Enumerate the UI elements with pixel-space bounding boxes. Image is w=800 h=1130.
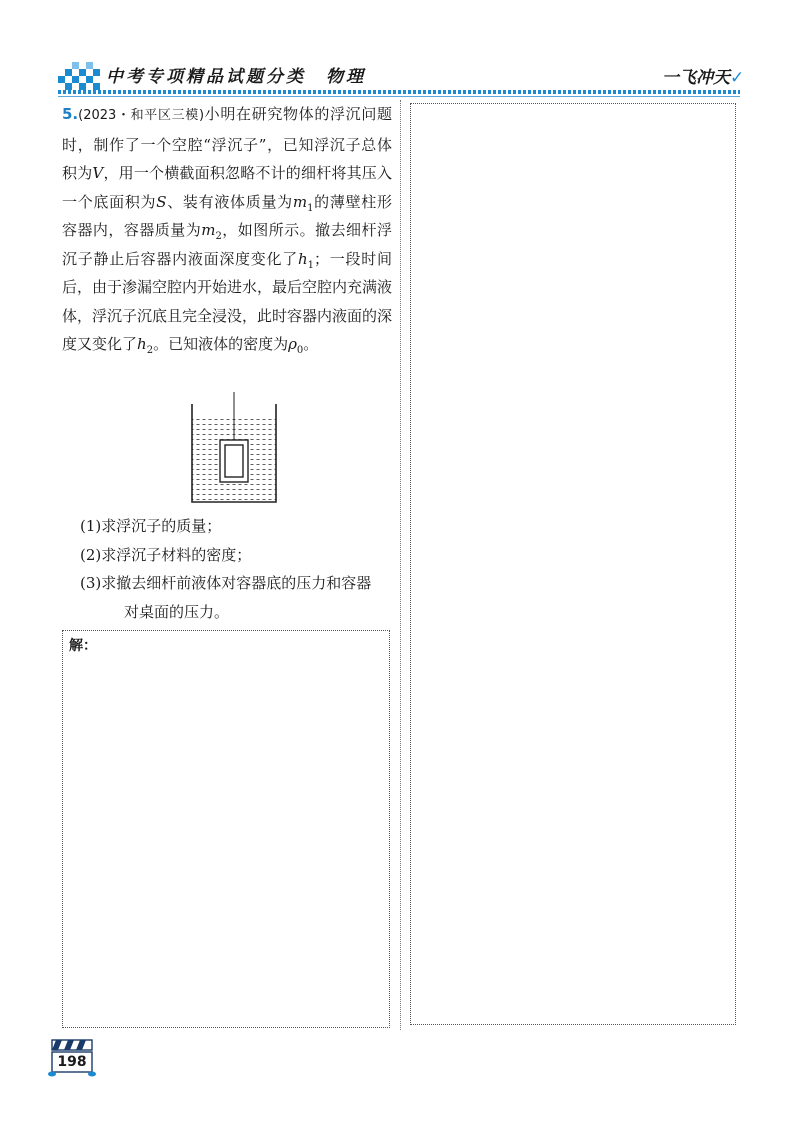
question-3-continued: 对桌面的压力。 bbox=[124, 602, 230, 621]
problem-text-4: 的薄壁柱形容器内，容器质量为 bbox=[62, 192, 392, 239]
checkmark-icon: ✓ bbox=[730, 68, 745, 88]
problem-text-1: 小明在研究物体的浮沉问题时，制作了一个空腔“浮沉子”，已知浮沉子总体积为 bbox=[62, 105, 392, 182]
right-answer-area[interactable] bbox=[410, 103, 736, 1025]
checker-logo-icon bbox=[58, 62, 102, 90]
question-3: (3)求撤去细杆前液体对容器底的压力和容器 bbox=[80, 574, 372, 592]
column-divider bbox=[400, 100, 401, 1030]
brand-logo-text: 一飞冲天 bbox=[662, 68, 730, 88]
sub-rho: 0 bbox=[296, 345, 304, 356]
header-rule-thin bbox=[58, 96, 740, 97]
problem-number: 5. bbox=[62, 105, 79, 123]
problem-text-7: 。已知液体的密度为 bbox=[153, 335, 289, 353]
answer-label: 解： bbox=[69, 638, 97, 654]
sub-h2: 2 bbox=[146, 345, 154, 356]
question-2: (2)求浮沉子材料的密度； bbox=[80, 545, 252, 564]
question-list bbox=[80, 512, 396, 626]
answer-box[interactable] bbox=[62, 630, 390, 1028]
page-number-badge bbox=[48, 1038, 96, 1078]
brand-logo bbox=[662, 63, 744, 88]
question-1: (1)求浮沉子的质量； bbox=[80, 517, 222, 535]
var-m1: m bbox=[292, 192, 308, 211]
problem-text-8: 。 bbox=[303, 335, 319, 353]
problem-statement bbox=[62, 100, 392, 359]
sub-h1: 1 bbox=[307, 259, 315, 271]
sub-m2: 2 bbox=[215, 231, 222, 242]
var-s: S bbox=[156, 192, 167, 211]
page-number: 198 bbox=[57, 1054, 87, 1070]
var-v: V bbox=[92, 164, 104, 182]
problem-source: (2023・和平区三模) bbox=[78, 108, 205, 123]
page-header bbox=[0, 0, 800, 100]
var-m2: m bbox=[201, 221, 216, 239]
problem-text-6: ；一段时间后，由于渗漏空腔内开始进水，最后空腔内充满液体，浮沉子沉底且完全浸没，此时容器内液面的深度又变化了 bbox=[62, 249, 393, 353]
problem-text-3: 、装有液体质量为 bbox=[166, 192, 293, 211]
problem-text-5: ，如图所示。撤去细杆浮沉子静止后容器内液面深度变化了 bbox=[62, 221, 392, 268]
header-rule bbox=[58, 90, 740, 94]
problem-text-2: ，用一个横截面积忽略不计的细杆将其压入一个底面积为 bbox=[62, 164, 392, 211]
sub-m1: 1 bbox=[307, 202, 314, 214]
var-h1: h bbox=[298, 249, 308, 268]
var-h2: h bbox=[137, 335, 147, 353]
container-figure bbox=[190, 392, 278, 504]
var-rho: ρ bbox=[288, 335, 297, 353]
float-inner bbox=[225, 445, 243, 477]
header-title: 中考专项精品试题分类 物理 bbox=[106, 67, 366, 87]
